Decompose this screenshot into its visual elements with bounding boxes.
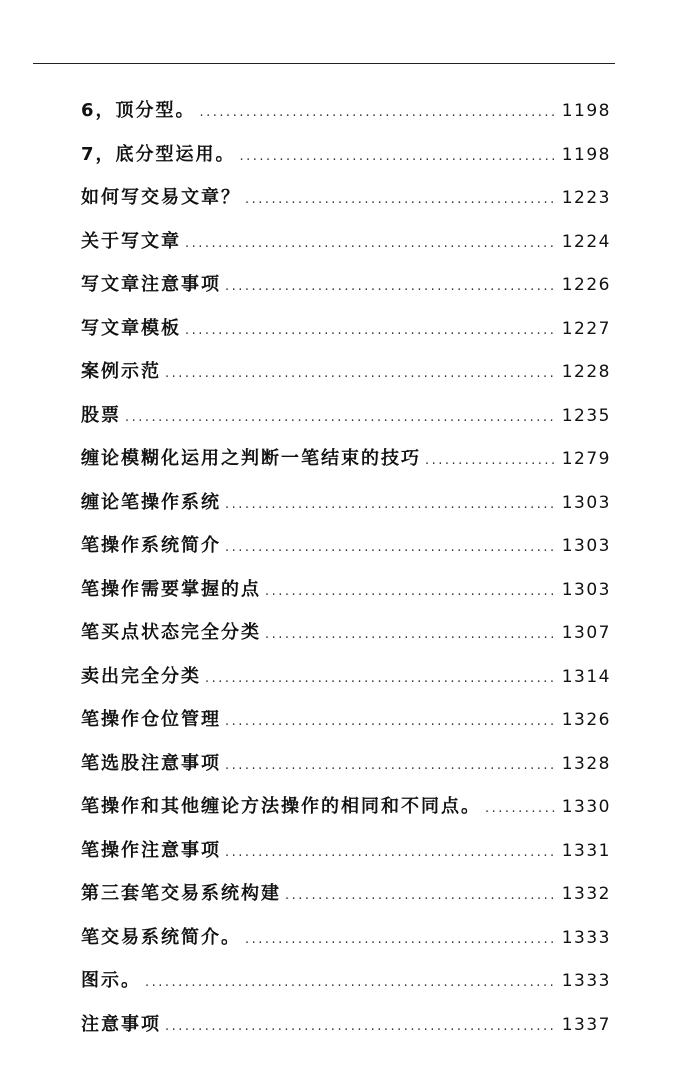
- toc-entry-page-number: 1330: [561, 797, 611, 817]
- toc-dot-leader: [200, 91, 556, 135]
- toc-entry-title: 笔买点状态完全分类: [81, 622, 261, 643]
- toc-entry-page-number: 1224: [561, 231, 611, 252]
- toc-entry[interactable]: [81, 655, 611, 699]
- toc-entry[interactable]: [81, 916, 611, 960]
- toc-entry-title: 笔交易系统简介。: [81, 926, 241, 948]
- toc-entry[interactable]: [81, 742, 611, 786]
- toc-dot-leader: [225, 526, 556, 570]
- toc-entry[interactable]: [81, 959, 611, 1003]
- toc-dot-leader: [165, 1005, 556, 1049]
- toc-entry[interactable]: [81, 307, 611, 351]
- toc-entry-title: 笔选股注意事项: [81, 752, 221, 774]
- toc-entry-title: 卖出完全分类: [81, 665, 201, 687]
- toc-dot-leader: [125, 396, 556, 440]
- toc-entry[interactable]: [81, 611, 611, 655]
- toc-dot-leader: [225, 700, 556, 744]
- toc-entry-title: 笔操作和其他缠论方法操作的相同和不同点。: [81, 796, 481, 817]
- toc-entry-title: 笔操作注意事项: [81, 839, 221, 861]
- toc-entry-page-number: 1326: [561, 710, 611, 730]
- toc-entry-page-number: 1228: [561, 362, 611, 382]
- toc-entry-page-number: 1307: [561, 623, 611, 643]
- toc-entry-page-number: 1198: [561, 144, 611, 165]
- toc-dot-leader: [425, 439, 556, 483]
- toc-entry-title: 缠论笔操作系统: [81, 491, 221, 513]
- toc-entry-page-number: 1333: [561, 971, 611, 991]
- toc-entry-page-number: 1227: [561, 318, 611, 339]
- toc-entry[interactable]: [81, 1003, 611, 1047]
- toc-entry-page-number: 1226: [561, 275, 611, 295]
- toc-dot-leader: [225, 483, 556, 527]
- toc-dot-leader: [245, 918, 556, 962]
- toc-dot-leader: [240, 135, 556, 179]
- toc-dot-leader: [225, 265, 556, 309]
- toc-entry[interactable]: [81, 785, 611, 829]
- toc-entry-page-number: 1303: [561, 536, 611, 556]
- toc-entry-title: 注意事项: [81, 1013, 161, 1035]
- toc-entry-page-number: 1303: [561, 579, 611, 600]
- toc-entry[interactable]: [81, 133, 611, 177]
- toc-entry-title: 笔操作系统简介: [81, 535, 221, 556]
- toc-entry-title: 笔操作需要掌握的点: [81, 578, 261, 600]
- toc-entry-page-number: 1223: [561, 188, 611, 208]
- toc-dot-leader: [285, 874, 556, 918]
- toc-dot-leader: [145, 961, 556, 1005]
- toc-entry-page-number: 1337: [561, 1014, 611, 1035]
- toc-entry-page-number: 1328: [561, 753, 611, 774]
- toc-dot-leader: [225, 831, 556, 875]
- toc-entry[interactable]: [81, 263, 611, 307]
- toc-dot-leader: [205, 657, 556, 701]
- toc-entry[interactable]: [81, 481, 611, 525]
- toc-dot-leader: [265, 570, 556, 614]
- toc-entry[interactable]: [81, 220, 611, 264]
- toc-entry[interactable]: [81, 176, 611, 220]
- toc-entry-title: 写文章注意事项: [81, 274, 221, 295]
- toc-entry-page-number: 1198: [561, 101, 611, 121]
- toc-entry[interactable]: [81, 568, 611, 612]
- toc-entry[interactable]: [81, 89, 611, 133]
- toc-entry-title: 关于写文章: [81, 230, 181, 252]
- toc-entry-page-number: 1331: [561, 840, 611, 861]
- toc-entry-page-number: 1332: [561, 884, 611, 904]
- toc-entry[interactable]: [81, 698, 611, 742]
- toc-entry[interactable]: [81, 437, 611, 481]
- toc-entry[interactable]: [81, 394, 611, 438]
- toc-entry-title: 股票: [81, 404, 121, 426]
- toc-entry-title: 写文章模板: [81, 317, 181, 339]
- toc-entry-title: 7，底分型运用。: [81, 143, 236, 165]
- toc-dot-leader: [165, 352, 556, 396]
- toc-dot-leader: [245, 178, 556, 222]
- toc-entry-title: 6，顶分型。: [81, 100, 196, 121]
- toc-entry[interactable]: [81, 350, 611, 394]
- toc-dot-leader: [225, 744, 556, 788]
- toc-dot-leader: [185, 222, 556, 266]
- toc-entry[interactable]: [81, 524, 611, 568]
- toc-entry-title: 缠论模糊化运用之判断一笔结束的技巧: [81, 448, 421, 469]
- toc-entry-title: 如何写交易文章？: [81, 187, 241, 208]
- toc-entry-page-number: 1333: [561, 927, 611, 948]
- toc-entry-title: 案例示范: [81, 361, 161, 382]
- toc-entry-page-number: 1303: [561, 492, 611, 513]
- table-of-contents: [81, 89, 611, 1046]
- header-rule: [33, 63, 615, 64]
- toc-entry-page-number: 1279: [561, 449, 611, 469]
- toc-entry[interactable]: [81, 872, 611, 916]
- toc-entry-page-number: 1235: [561, 405, 611, 426]
- toc-dot-leader: [185, 309, 556, 353]
- toc-dot-leader: [265, 613, 556, 657]
- toc-entry-page-number: 1314: [561, 666, 611, 687]
- toc-entry-title: 第三套笔交易系统构建: [81, 883, 281, 904]
- toc-entry[interactable]: [81, 829, 611, 873]
- toc-entry-title: 图示。: [81, 970, 141, 991]
- toc-entry-title: 笔操作仓位管理: [81, 709, 221, 730]
- toc-dot-leader: [485, 787, 556, 831]
